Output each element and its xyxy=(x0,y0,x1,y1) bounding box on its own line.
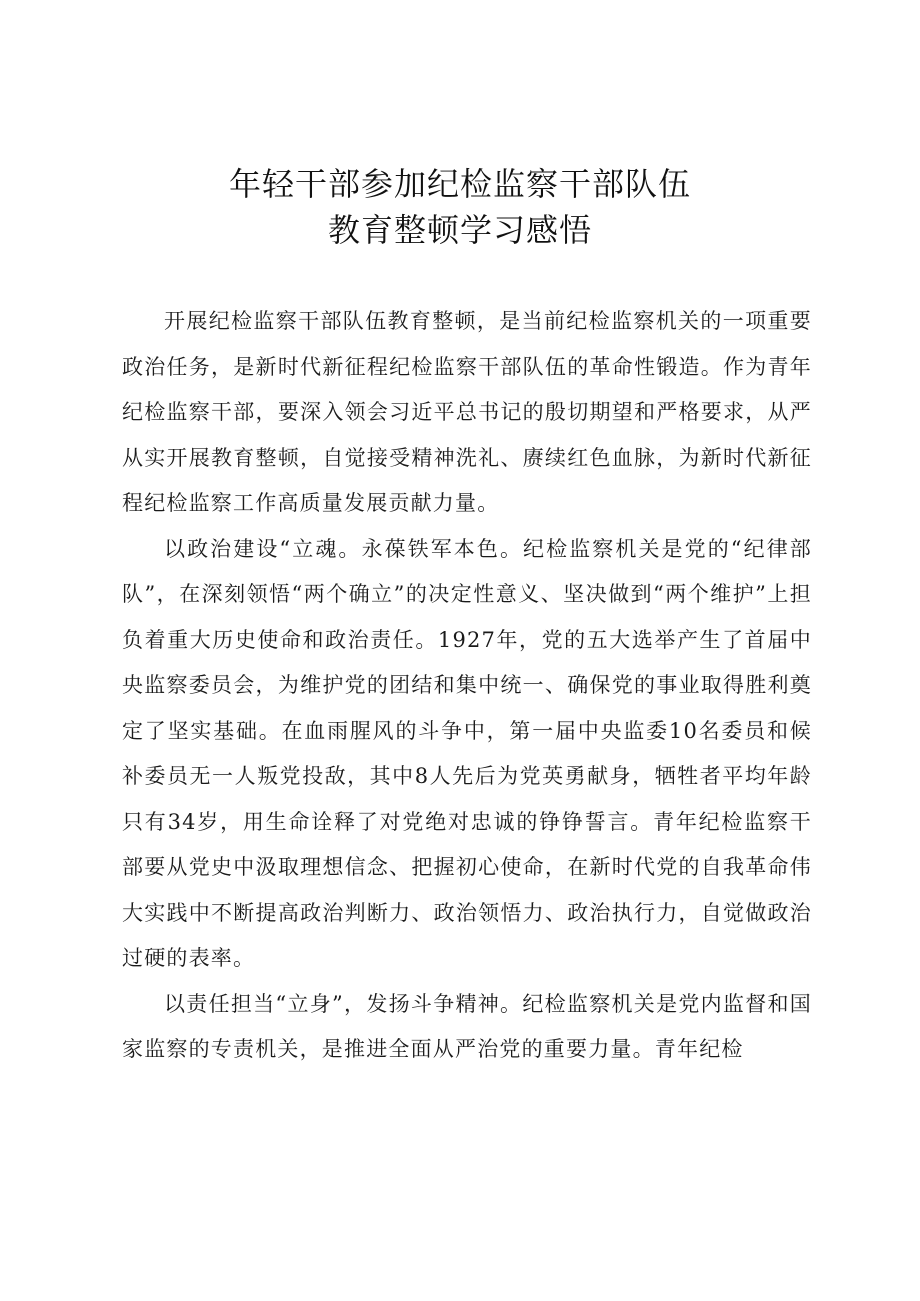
document-title-line-1: 年轻干部参加纪检监察干部队伍 xyxy=(228,165,691,203)
paragraph: 以政治建设“立魂。永葆铁军本色。纪检监察机关是党的“纪律部队”，在深刻领悟“两个确立”的决定性意义、坚决做到“两个维护”上担负着重大历史使命和政治责任。1927年，党的五大选举产生了首届中央监察委员会，为维护党的团结和集中统一、确保党的事业取得胜利奠定了坚实基础。在血雨腥风的斗争中，第一届中央监委10名委员和候补委员无一人叛党投敌，其中8人先后为党英勇献身，牺牲者平均年龄只有34岁，用生命诠释了对党绝对忠诚的铮铮誓言。青年纪检监察干部要从党史中汲取理想信念、把握初心使命，在新时代党的自我革命伟大实践中不断提高政治判断力、政治领悟力、政治执行力，自觉做政治过硬的表率。 xyxy=(122,536,812,970)
document-body xyxy=(122,299,812,1073)
paragraph: 以责任担当“立身”，发扬斗争精神。纪检监察机关是党内监督和国家监察的专责机关，是推进全面从严治党的重要力量。青年纪检 xyxy=(122,991,812,1061)
paragraph: 开展纪检监察干部队伍教育整顿，是当前纪检监察机关的一项重要政治任务，是新时代新征程纪检监察干部队伍的革命性锻造。作为青年纪检监察干部，要深入领会习近平总书记的殷切期望和严格要求，从严从实开展教育整顿，自觉接受精神洗礼、赓续红色血脉，为新时代新征程纪检监察工作高质量发展贡献力量。 xyxy=(122,309,812,515)
document-title-line-2: 教育整顿学习感悟 xyxy=(327,211,592,249)
